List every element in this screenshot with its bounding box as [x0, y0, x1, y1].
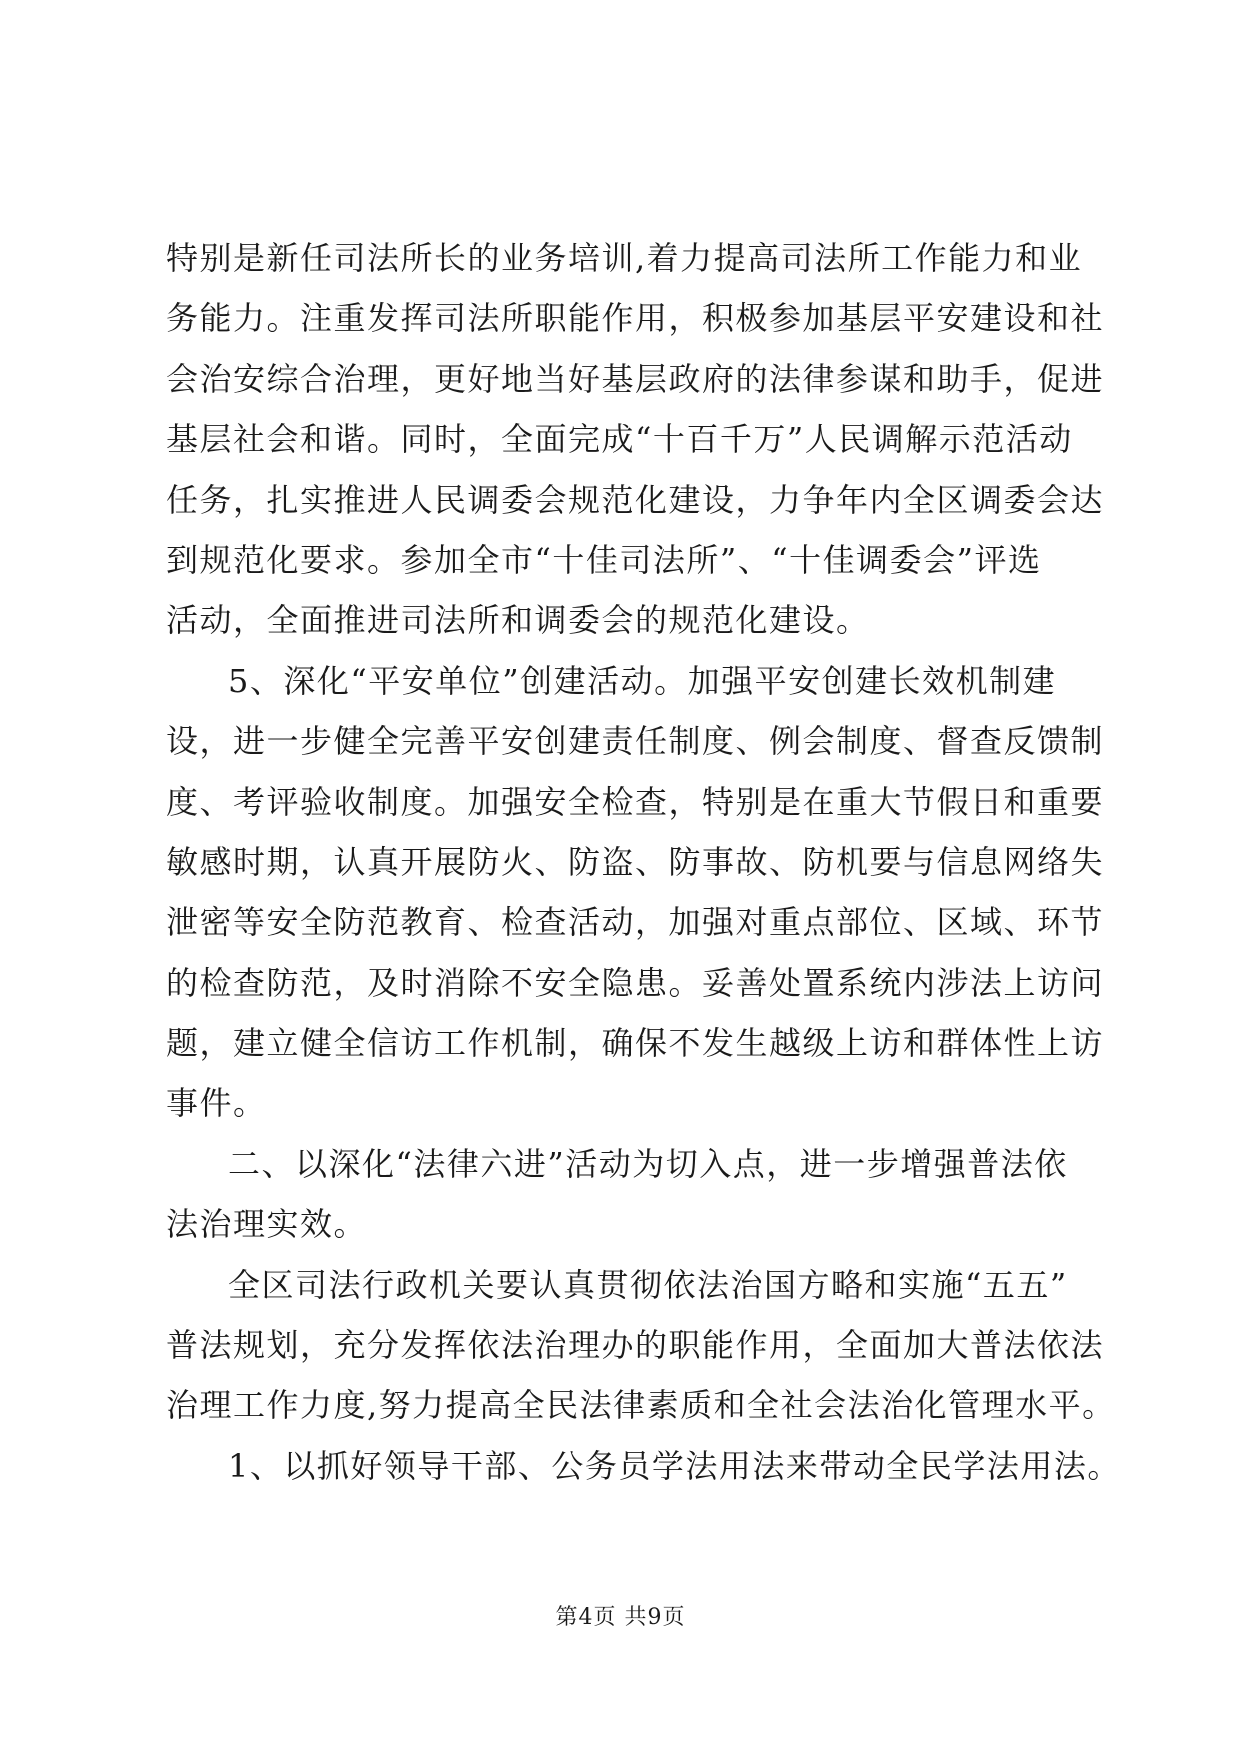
text-line: 务能力。注重发挥司法所职能作用，积极参加基层平安建设和社	[166, 299, 1105, 338]
paragraph-start-line: 全区司法行政机关要认真贯彻依法治国方略和实施“五五”	[228, 1265, 1068, 1304]
text-line: 会治安综合治理，更好地当好基层政府的法律参谋和助手，促进	[166, 359, 1105, 398]
text-line: 的检查防范，及时消除不安全隐患。妥善处置系统内涉法上访问	[166, 963, 1105, 1002]
text-line: 题，建立健全信访工作机制，确保不发生越级上访和群体性上访	[166, 1024, 1105, 1063]
text-line: 治理工作力度,努力提高全民法律素质和全社会法治化管理水平。	[166, 1386, 1116, 1425]
text-line: 任务，扎实推进人民调委会规范化建设，力争年内全区调委会达	[166, 480, 1105, 519]
page-number-footer: 第4页 共9页	[555, 1605, 686, 1630]
section-heading-line: 二、以深化“法律六进”活动为切入点，进一步增强普法依	[228, 1144, 1068, 1183]
text-line: 设，进一步健全完善平安创建责任制度、例会制度、督查反馈制	[166, 722, 1105, 761]
paragraph-start-line: 1、以抓好领导干部、公务员学法用法来带动全民学法用法。	[228, 1446, 1121, 1485]
document-body	[166, 228, 1121, 1496]
text-line: 事件。	[166, 1084, 267, 1123]
section-heading-line: 法治理实效。	[166, 1205, 368, 1244]
text-line: 泄密等安全防范教育、检查活动，加强对重点部位、区域、环节	[166, 903, 1105, 942]
text-line: 敏感时期，认真开展防火、防盗、防事故、防机要与信息网络失	[166, 842, 1105, 881]
text-line: 度、考评验收制度。加强安全检查，特别是在重大节假日和重要	[166, 782, 1105, 821]
text-line: 普法规划，充分发挥依法治理办的职能作用，全面加大普法依法	[166, 1326, 1105, 1365]
paragraph-start-line: 5、深化“平安单位”创建活动。加强平安创建长效机制建	[228, 661, 1057, 700]
text-line: 特别是新任司法所长的业务培训,着力提高司法所工作能力和业	[166, 239, 1083, 277]
text-line: 基层社会和谐。同时，全面完成“十百千万”人民调解示范活动	[166, 420, 1073, 459]
text-line: 活动，全面推进司法所和调委会的规范化建设。	[166, 601, 870, 640]
text-line: 到规范化要求。参加全市“十佳司法所”、“十佳调委会”评选	[166, 540, 1042, 579]
